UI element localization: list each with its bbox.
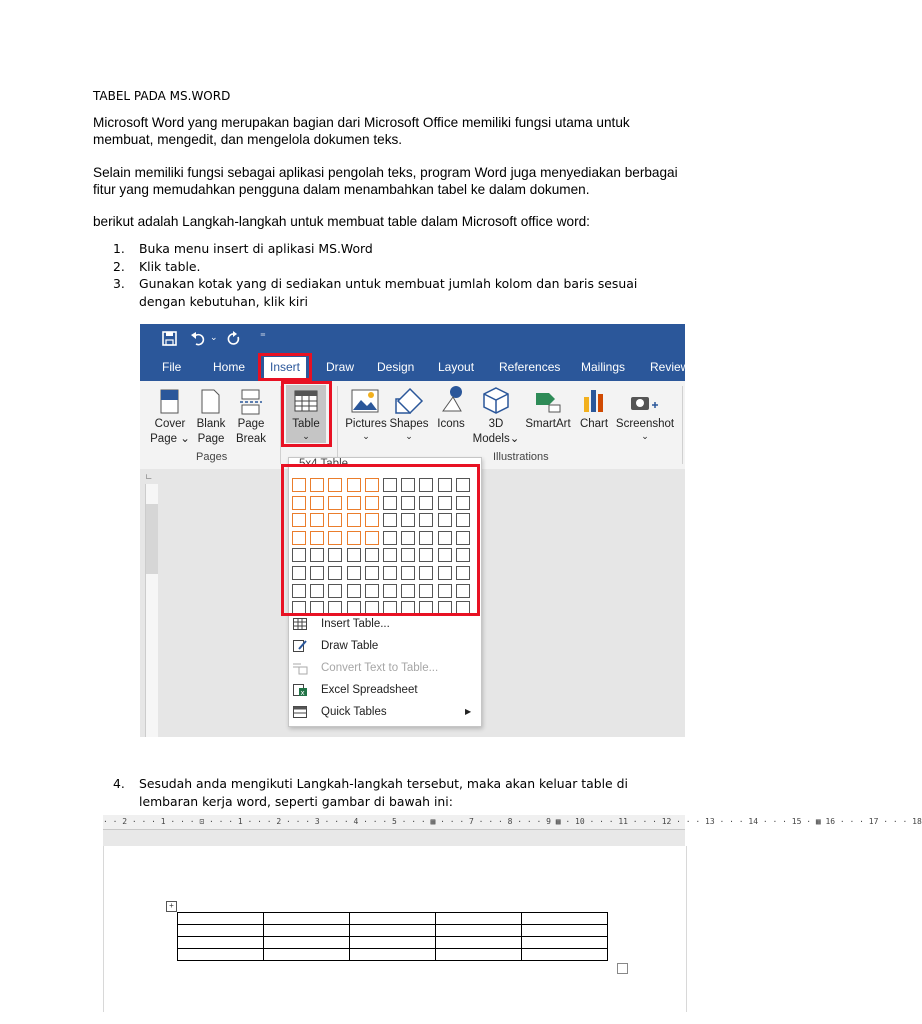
insert-table-icon [293,618,307,630]
table-grid-highlight [281,464,480,616]
list-item [113,275,653,311]
draw-table-icon [293,640,307,652]
menu-quick-tables[interactable] [293,703,473,721]
chevron-down-icon: ⌄ [641,431,649,441]
save-icon[interactable] [162,331,178,347]
menu-label: Insert Table... [321,618,390,630]
table-cell[interactable] [178,925,264,937]
menu-label: Convert Text to Table... [321,662,439,674]
list-number: 1. [113,241,125,256]
icons-button[interactable]: Icons [437,418,465,430]
table-size-label: 5x4 Table [299,458,349,470]
svg-text:x: x [300,689,305,697]
cover-page-label: Cover Page [150,418,186,445]
table-cell[interactable] [350,937,436,949]
table-cell[interactable] [522,913,608,925]
blank-page-button[interactable]: Blank Page [196,418,226,445]
paragraph-intro: Microsoft Word yang merupakan bagian dari Microsoft Office memiliki fungsi utama untuk membuat, mengedit, dan mengelola dokumen teks. [93,115,630,147]
table-cell[interactable] [350,925,436,937]
table-cell[interactable] [436,937,522,949]
list-item [113,775,673,811]
list-number: 4. [113,776,125,791]
insert-tab-highlight [258,353,312,381]
screenshot-button[interactable]: Screenshot [615,418,675,430]
excel-icon [293,684,307,696]
tab-selector-icon[interactable]: ∟ [145,472,153,481]
table-label: Table [292,418,320,430]
blank-page-icon [201,389,221,415]
table-cell[interactable] [436,949,522,961]
table-cell[interactable] [264,925,350,937]
list-text: Sesudah anda mengikuti Langkah-langkah tersebut, maka akan keluar table di lembaran kerja word, seperti gambar di bawah ini: [139,776,628,809]
3d-models-label-line1: 3D [488,418,504,430]
paragraph-features: Selain memiliki fungsi sebagai aplikasi pengolah teks, program Word juga menyediakan berbagai fitur yang memudahkan pengguna dalam menambahkan tabel ke dalam dokumen. [93,165,678,197]
table-cell[interactable] [436,925,522,937]
chart-icon [582,387,606,413]
list-text: Gunakan kotak yang di sediakan untuk membuat jumlah kolom dan baris sesuai dengan kebutuhan, klik kiri [139,276,638,309]
menu-label: Draw Table [321,640,379,652]
pictures-icon [351,389,379,413]
group-divider [337,386,338,464]
table-cell[interactable] [522,925,608,937]
undo-icon[interactable] [190,331,208,347]
3d-models-icon [482,386,510,414]
table-cell[interactable] [350,913,436,925]
quick-tables-icon [293,706,307,718]
table-cell[interactable] [522,949,608,961]
ribbon-tabs [140,354,690,381]
table-row [178,913,608,925]
list-item [113,240,653,258]
submenu-arrow-icon: ▶ [465,707,472,716]
screenshot-icon [630,391,658,415]
table-move-handle-icon[interactable]: + [166,901,177,912]
quick-access-toolbar [140,324,685,354]
result-table-screenshot [103,815,922,1012]
chart-button[interactable]: Chart [579,418,609,430]
vertical-ruler [145,484,158,737]
tab-draw[interactable]: Draw [326,360,355,374]
menu-label: Excel Spreadsheet [321,684,418,696]
list-item [113,258,653,276]
smartart-icon [535,389,561,413]
paragraph-steps-intro: berikut adalah Langkah-langkah untuk membuat table dalam Microsoft office word: [93,214,590,229]
undo-dropdown-icon[interactable]: ⌄ [210,332,218,342]
table-cell[interactable] [178,949,264,961]
list-number: 2. [113,259,125,274]
table-resize-handle-icon[interactable] [617,963,628,974]
group-label-pages: Pages [196,451,228,463]
table-cell[interactable] [264,913,350,925]
tab-file[interactable]: File [162,360,182,374]
horizontal-ruler: · · 2 · · · 1 · · · ⊡ · · · 1 · · · 2 · · · 3 · · · 4 · · · 5 · · · ▦ · · · 7 · · · 8 · · · 9 ▦ · 10 · · · 11 · · · 12 · · · 13 · · · 14 · · · 15 · ▦ 16 · · · 17 · · · 18 [103,815,685,830]
icons-icon [439,385,465,415]
chevron-down-icon: ⌄ [405,431,413,441]
table-cell[interactable] [350,949,436,961]
table-row [178,937,608,949]
steps-list-continued [113,775,673,811]
word-ribbon-screenshot [140,324,690,737]
table-cell[interactable] [522,937,608,949]
steps-list [113,240,653,310]
shapes-icon [394,387,424,415]
smartart-button[interactable]: SmartArt [525,418,571,430]
table-row [178,949,608,961]
table-button-highlight [281,381,332,447]
page-break-button[interactable]: Page Break [235,418,267,445]
tab-layout[interactable]: Layout [438,360,475,374]
list-text: Buka menu insert di aplikasi MS.Word [139,241,373,256]
list-text: Klik table. [139,259,201,274]
pictures-button[interactable]: Pictures [345,418,387,430]
group-divider [682,386,683,464]
table-cell[interactable] [264,949,350,961]
group-label-illustrations: Illustrations [493,451,549,463]
ruler-gap [103,830,685,846]
list-number: 3. [113,276,125,291]
tab-insert[interactable]: Insert [264,357,306,380]
tab-mailings[interactable]: Mailings [581,360,626,374]
ruler-margin [146,504,158,574]
chevron-down-icon: ⌄ [302,431,310,441]
cover-page-icon [160,389,180,415]
redo-icon[interactable] [226,331,242,347]
menu-label: Quick Tables [321,706,387,718]
document-page [103,846,687,1012]
3d-models-label-line2: Models [472,433,510,445]
table-cell[interactable] [178,937,264,949]
customize-toolbar-icon[interactable]: ⁼ [260,331,266,343]
document-title: TABEL PADA MS.WORD [93,89,231,103]
table-cell[interactable] [178,913,264,925]
page-break-icon [240,389,262,415]
cover-page-button[interactable]: Cover Page ⌄ [150,418,190,445]
table-cell[interactable] [436,913,522,925]
tab-design[interactable]: Design [377,360,415,374]
inserted-table[interactable] [177,912,608,961]
3d-models-button[interactable]: 3D Models⌄ [472,418,520,445]
tab-review[interactable]: Review [650,360,690,374]
table-cell[interactable] [264,937,350,949]
table-row [178,925,608,937]
chevron-down-icon: ⌄ [362,431,370,441]
tab-references[interactable]: References [499,360,561,374]
convert-text-icon [293,662,307,674]
shapes-button[interactable]: Shapes [389,418,429,430]
tab-home[interactable]: Home [213,360,246,374]
